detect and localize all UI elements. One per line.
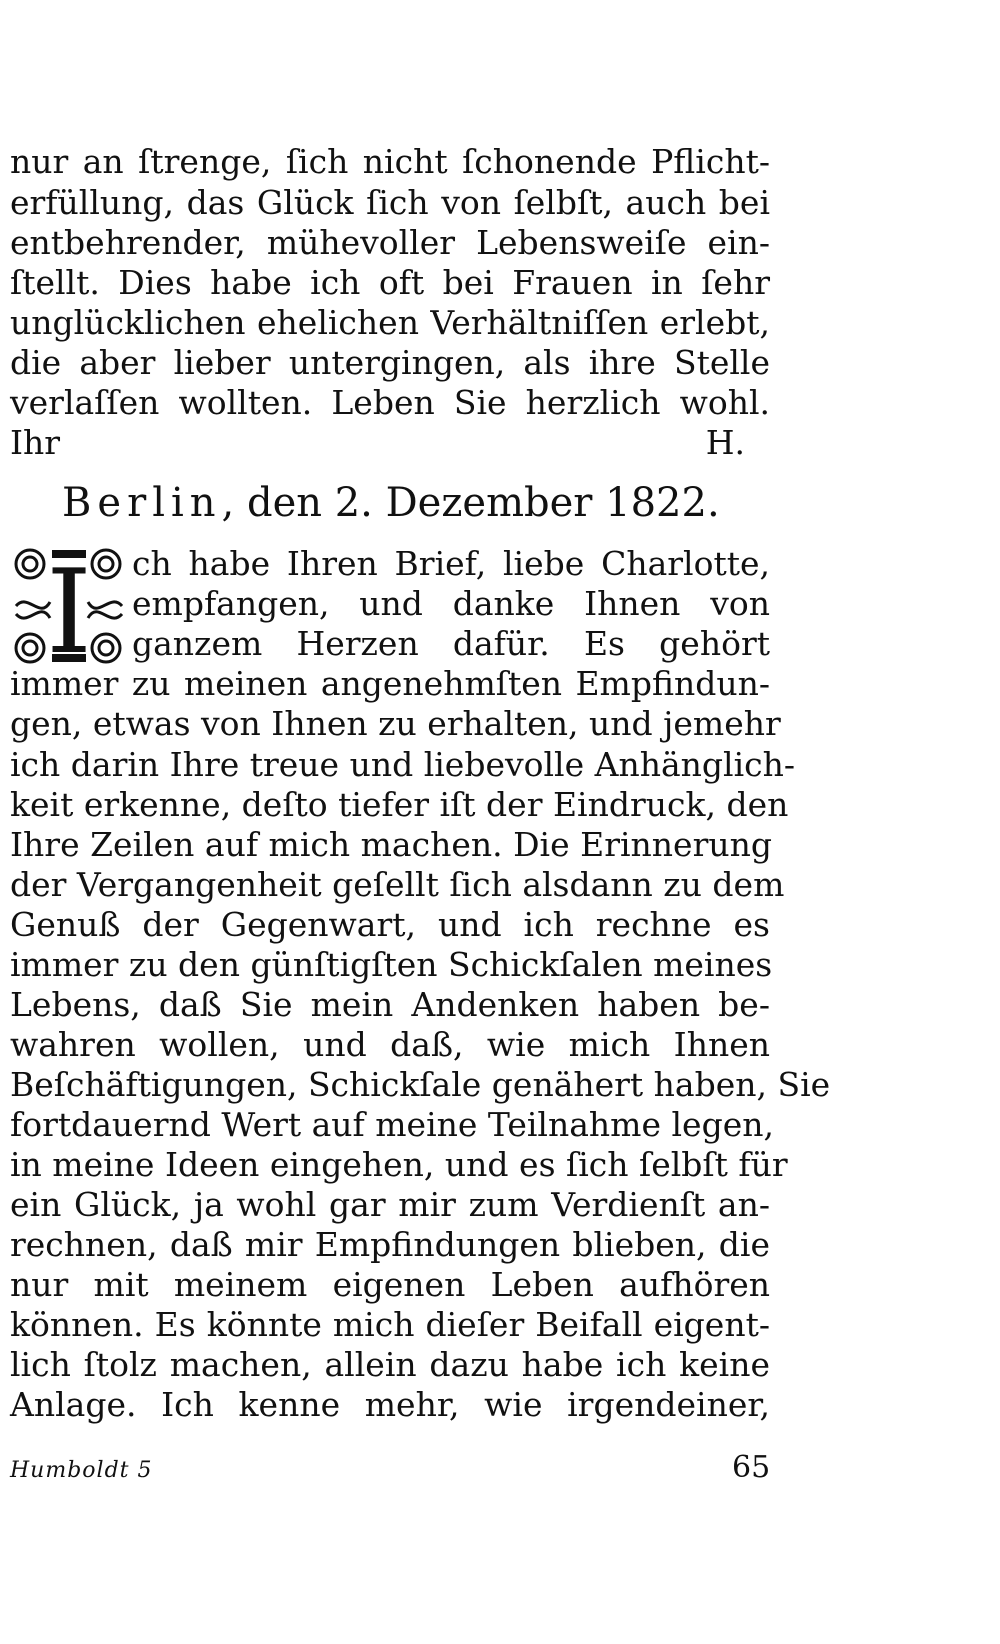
text-line: Beſchäftigungen, Schickſale genähert haben, Sie [10,1065,831,1104]
signature-initial: H. [705,423,745,462]
text-line: erfüllung, das Glück ſich von ſelbſt, auch bei [10,183,770,222]
text-line: Ihre Zeilen auf mich machen. Die Erinnerung [10,825,772,864]
ornamental-dropcap [10,544,128,668]
heading-date: , den 2. Dezember 1822. [221,480,720,526]
text-line: ganzem Herzen dafür. Es gehört [132,624,770,663]
text-line: nur an ſtrenge, ſich nicht ſchonende Pflicht- [10,142,770,181]
text-line: lich ſtolz machen, allein dazu habe ich keine [10,1345,770,1384]
dropcap-ornament-icon [10,544,128,668]
text-line: entbehrender, mühevoller Lebensweiſe ein- [10,223,770,262]
svg-text:I: I [46,545,92,668]
text-line: die aber lieber untergingen, als ihre Stelle [10,343,770,382]
signature-mark: Humboldt 5 [10,1458,153,1483]
text-line: wahren wollen, und daß, wie mich Ihnen [10,1025,770,1064]
text-line: Anlage. Ich kenne mehr, wie irgendeiner, [10,1385,770,1424]
text-line: verlaſſen wollten. Leben Sie herzlich wohl. [10,383,770,422]
text-line: können. Es könnte mich dieſer Beifall eigent- [10,1305,770,1344]
letter-signature [10,423,745,463]
text-line: fortdauernd Wert auf meine Teilnahme legen, [10,1105,774,1144]
text-line: Genuß der Gegenwart, und ich rechne es [10,905,770,944]
text-line: keit erkenne, deſto tiefer iſt der Eindruck, den [10,785,789,824]
text-line: in meine Ideen eingehen, und es ſich ſelbſt für [10,1145,788,1184]
text-line: ch habe Ihren Brief, liebe Charlotte, [132,544,770,583]
text-line: ſtellt. Dies habe ich oft bei Frauen in ſehr [10,263,770,302]
signature-salutation: Ihr [10,423,61,462]
text-line: nur mit meinem eigenen Leben aufhören [10,1265,770,1304]
text-line: immer zu meinen angenehmſten Empfindun- [10,664,770,703]
text-line: gen, etwas von Ihnen zu erhalten, und jemehr [10,704,781,743]
text-line: Lebens, daß Sie mein Andenken haben be- [10,985,770,1024]
text-line: immer zu den günſtigſten Schickſalen meines [10,945,773,984]
text-line: ich darin Ihre treue und liebevolle Anhänglich- [10,745,796,784]
text-line: empfangen, und danke Ihnen von [132,584,770,623]
text-line: rechnen, daß mir Empfindungen blieben, die [10,1225,770,1264]
letter-date-heading [62,478,762,528]
page-number: 65 [732,1450,771,1485]
text-line: der Vergangenheit geſellt ſich alsdann zu dem [10,865,785,904]
text-line: ein Glück, ja wohl gar mir zum Verdienſt an- [10,1185,770,1224]
heading-place: Berlin [62,480,222,526]
text-line: unglücklichen ehelichen Verhältniſſen erlebt, [10,303,770,342]
